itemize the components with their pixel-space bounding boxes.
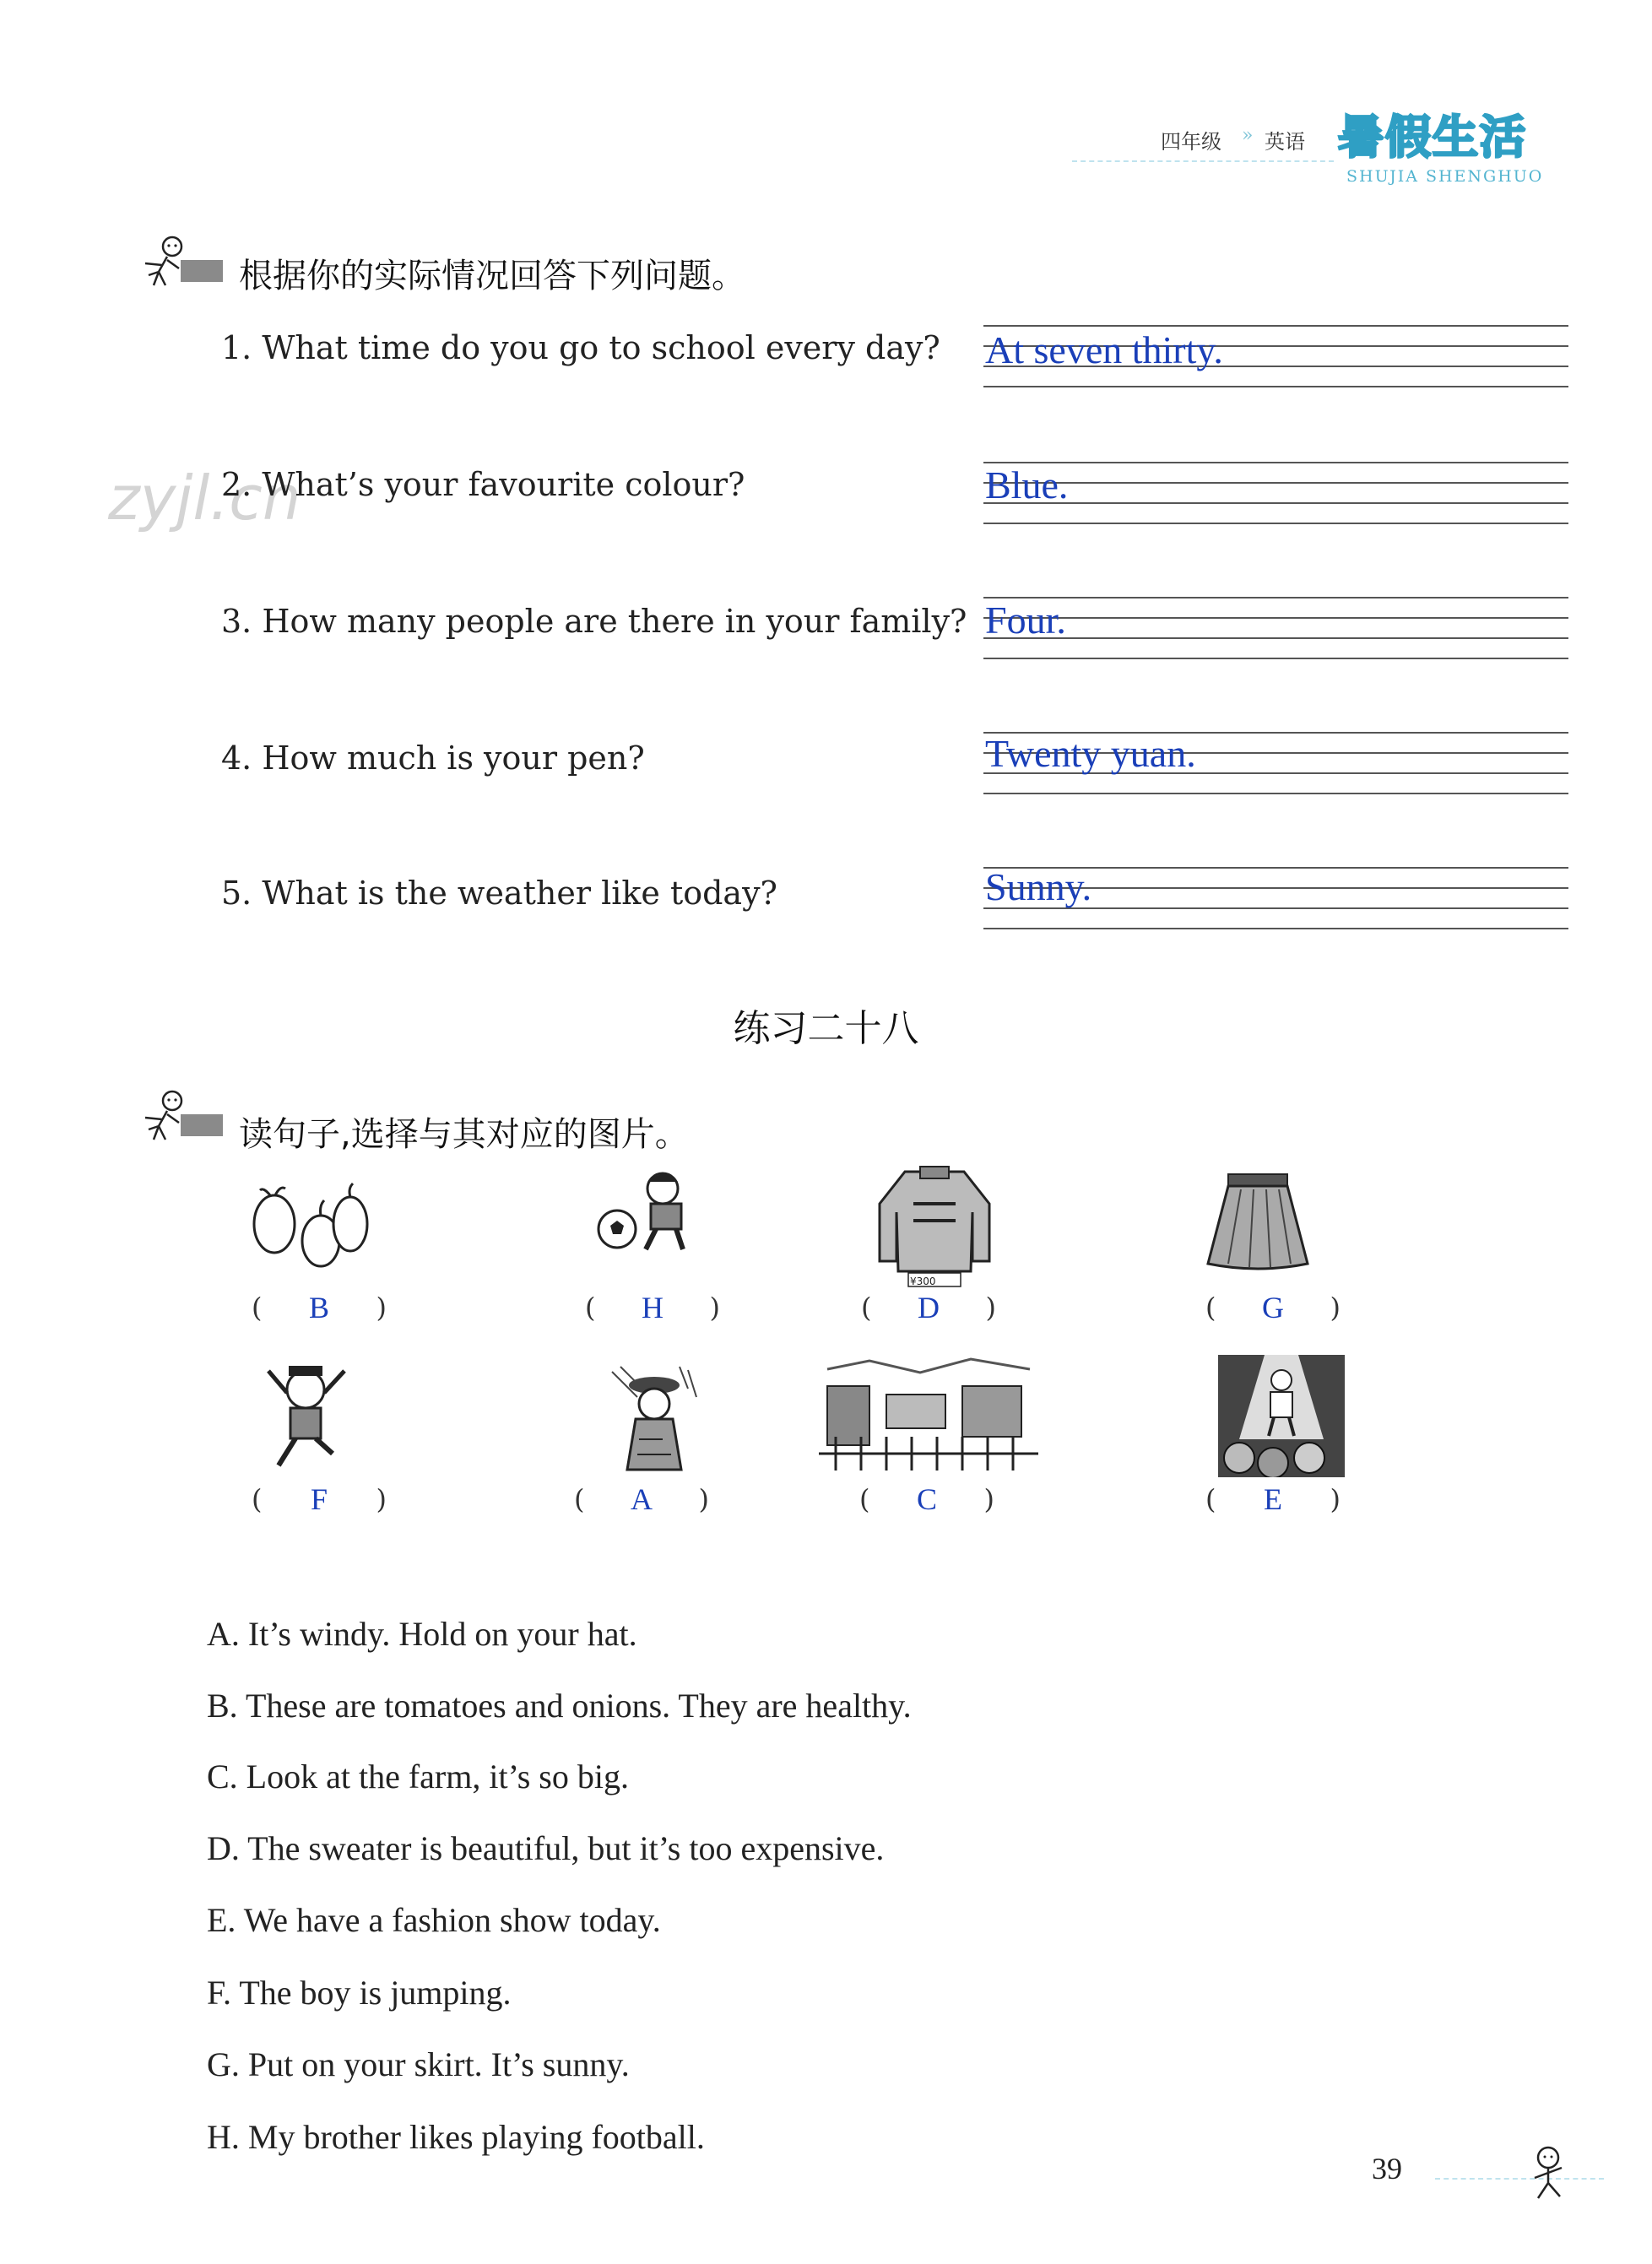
sentence-c: C. Look at the farm, it’s so big.: [207, 1758, 629, 1795]
football-boy-icon: [595, 1165, 705, 1258]
answer-paren-7: ( C ): [859, 1482, 994, 1516]
watermark: zyjl.cn: [108, 463, 301, 534]
header-arrow: »: [1242, 125, 1254, 146]
kid-footer-icon: [1519, 2144, 1579, 2203]
farm-icon: [819, 1344, 1038, 1471]
sentence-a: A. It’s windy. Hold on your hat.: [207, 1615, 637, 1653]
section2-title: 读句子,选择与其对应的图片。: [239, 1115, 689, 1154]
fashion-show-icon: [1218, 1355, 1345, 1477]
picture-answer-2[interactable]: H: [642, 1291, 664, 1324]
vegetables-icon: [245, 1180, 371, 1273]
question-3: 3. How many people are there in your family?: [221, 603, 967, 640]
answer-paren-2: ( H ): [585, 1291, 720, 1324]
header-grade: 四年级: [1161, 130, 1221, 154]
header-divider: [1072, 160, 1334, 162]
exercise-title: 练习二十八: [733, 1007, 919, 1050]
answer-paren-6: ( A ): [574, 1482, 709, 1516]
answer-paren-3: ( D ): [861, 1291, 996, 1324]
answer-paren-5: ( F ): [252, 1482, 387, 1516]
answer-paren-4: ( G ): [1205, 1291, 1341, 1324]
answer-4[interactable]: Twenty yuan.: [985, 732, 1196, 775]
answer-paren-8: ( E ): [1205, 1482, 1341, 1516]
skirt-icon: [1203, 1169, 1313, 1275]
picture-answer-6[interactable]: A: [631, 1482, 653, 1516]
picture-answer-7[interactable]: C: [916, 1482, 937, 1516]
picture-answer-4[interactable]: G: [1262, 1291, 1284, 1324]
question-2: 2. What’s your favourite colour?: [221, 466, 745, 503]
sentence-b: B. These are tomatoes and onions. They are healthy.: [207, 1687, 912, 1725]
answer-1[interactable]: At seven thirty.: [985, 328, 1223, 371]
answer-paren-1: ( B ): [252, 1291, 387, 1324]
kid-pointer-icon: [142, 1089, 226, 1143]
answer-5[interactable]: Sunny.: [985, 865, 1092, 908]
sentence-d: D. The sweater is beautiful, but it’s too expensive.: [207, 1829, 885, 1867]
picture-answer-1[interactable]: B: [308, 1291, 329, 1324]
header-logo: 暑假生活: [1338, 111, 1527, 164]
answer-3[interactable]: Four.: [985, 598, 1066, 642]
picture-answer-5[interactable]: F: [310, 1482, 328, 1516]
picture-answer-8[interactable]: E: [1264, 1482, 1282, 1516]
question-4: 4. How much is your pen?: [221, 739, 645, 777]
price-tag: ¥300: [910, 1276, 936, 1287]
question-1: 1. What time do you go to school every day?: [221, 329, 940, 366]
section1-title: 根据你的实际情况回答下列问题。: [239, 257, 745, 295]
sentence-g: G. Put on your skirt. It’s sunny.: [207, 2045, 630, 2083]
windy-girl-icon: [604, 1363, 701, 1473]
answer-lines-3: [983, 597, 1568, 664]
picture-answer-3[interactable]: D: [918, 1291, 940, 1324]
header-logo-pinyin: SHUJIA SHENGHUO: [1346, 167, 1544, 186]
page-number: 39: [1372, 2152, 1402, 2185]
sweater-icon: [871, 1162, 998, 1288]
jumping-boy-icon: [262, 1359, 350, 1477]
sentence-e: E. We have a fashion show today.: [207, 1901, 661, 1939]
sentence-f: F. The boy is jumping.: [207, 1974, 512, 2012]
answer-2[interactable]: Blue.: [985, 463, 1069, 506]
question-5: 5. What is the weather like today?: [221, 875, 777, 912]
sentence-h: H. My brother likes playing football.: [207, 2118, 705, 2156]
header-subject: 英语: [1265, 130, 1305, 154]
kid-pointer-icon: [142, 235, 226, 289]
answer-lines-2: [983, 462, 1568, 529]
